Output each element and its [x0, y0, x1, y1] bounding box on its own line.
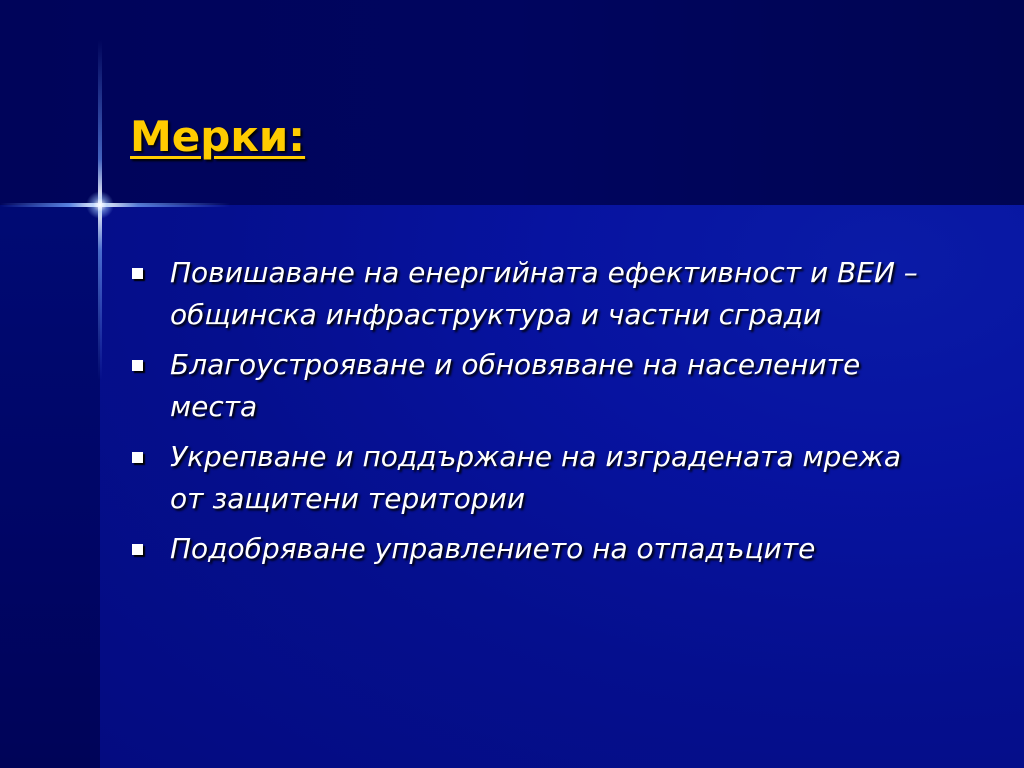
bullet-text: Укрепване и поддържане на изградената мрежа от защитени територии: [170, 440, 902, 515]
bullet-list: [130, 252, 930, 578]
white-square-bullet-icon: [132, 360, 143, 371]
white-square-bullet-icon: [132, 268, 143, 279]
bullet-item: [130, 344, 930, 428]
white-square-bullet-icon: [132, 452, 143, 463]
bullet-text: Повишаване на енергийната ефективност и ВЕИ – общинска инфраструктура и частни сгради: [170, 256, 918, 331]
slide-title: Мерки:: [130, 112, 306, 161]
white-square-bullet-icon: [132, 544, 143, 555]
bullet-item: [130, 528, 930, 570]
slide-left-band: [0, 205, 100, 768]
sparkle-star-icon: [86, 191, 114, 219]
bullet-item: [130, 436, 930, 520]
bullet-item: [130, 252, 930, 336]
bullet-text: Подобряване управлението на отпадъците: [170, 532, 816, 565]
sparkle-horizontal-line: [0, 203, 230, 207]
bullet-text: Благоустрояване и обновяване на населените места: [170, 348, 861, 423]
slide-top-band: [0, 0, 1024, 205]
